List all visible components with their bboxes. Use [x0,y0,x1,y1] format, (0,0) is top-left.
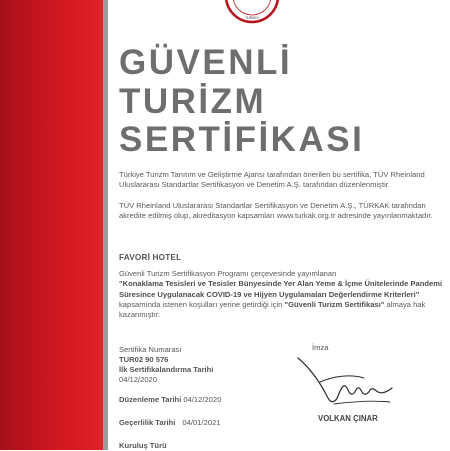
issue-date-value: 04/12/2020 [183,395,222,404]
program-text-1: Güvenli Turizm Sertifikasyon Programı çerçevesinde yayımlanan [119,269,337,278]
title-line-3: SERTİFİKASI [119,120,365,159]
first-certification-date-label: İlk Sertifikalandırma Tarihi [119,365,214,374]
title-line-2: TURİZM [119,82,267,121]
organization-type-label: Kuruluş Türü [119,441,167,450]
certificate-number-value: TUR02 90 576 [119,355,169,364]
program-statement [119,269,443,320]
title-line-1: GÜVENLİ [119,43,293,82]
issue-date-row [119,395,221,405]
red-side-band [0,0,103,450]
handwritten-signature [290,352,400,414]
signature-label: İmza [312,343,329,352]
intro-paragraph-2: TÜV Rheinland Uluslararası Standartlar Sertifikasyon ve Denetim A.Ş., TÜRKAK tarafından akredite edilmiş olup, akreditasyon kapsamları www.turkak.org.tr adresinde yayınlanmaktadır. [119,201,433,221]
hotel-name: FAVORİ HOTEL [119,253,182,262]
gray-side-stripe [103,0,108,450]
program-text-2: kapsamında istenen koşulları yerine getirdiği için [119,299,285,309]
issue-date-label: Düzenleme Tarihi [119,395,182,404]
first-certification-date-value: 04/12/2020 [119,375,158,384]
tuv-seal-icon [224,0,280,24]
validity-date-label: Geçerlilik Tarihi [119,418,176,427]
criteria-title: "Konaklama Tesisleri ve Tesisler Bünyesinde Yer Alan Yeme & İçme Ünitelerinde Pandemi Süresince Uygulanacak COVID-19 ve Hijyen Uygulamaları Değerlendirme Kriterleri" [119,279,443,299]
certificate-name: "Güvenli Turizm Sertifikası" [284,299,385,309]
intro-paragraph-1: Türkiye Turizm Tanıtım ve Geliştirme Ajansı tarafından önerilen bu sertifika, TÜV Rheinland Uluslararası Standartlar Sertifikasyon ve Denetim A.Ş. tarafından düzenlenmiştir. [119,170,425,190]
logo-text: TURKEY [245,16,259,20]
certificate-number-label: Sertifika Numarası [119,345,182,354]
validity-date-value: 04/01/2021 [182,418,221,427]
signer-name: VOLKAN ÇINAR [318,414,378,423]
program-text-3: almaya hak kazanmıştır. [119,299,426,320]
validity-date-row [119,418,220,428]
